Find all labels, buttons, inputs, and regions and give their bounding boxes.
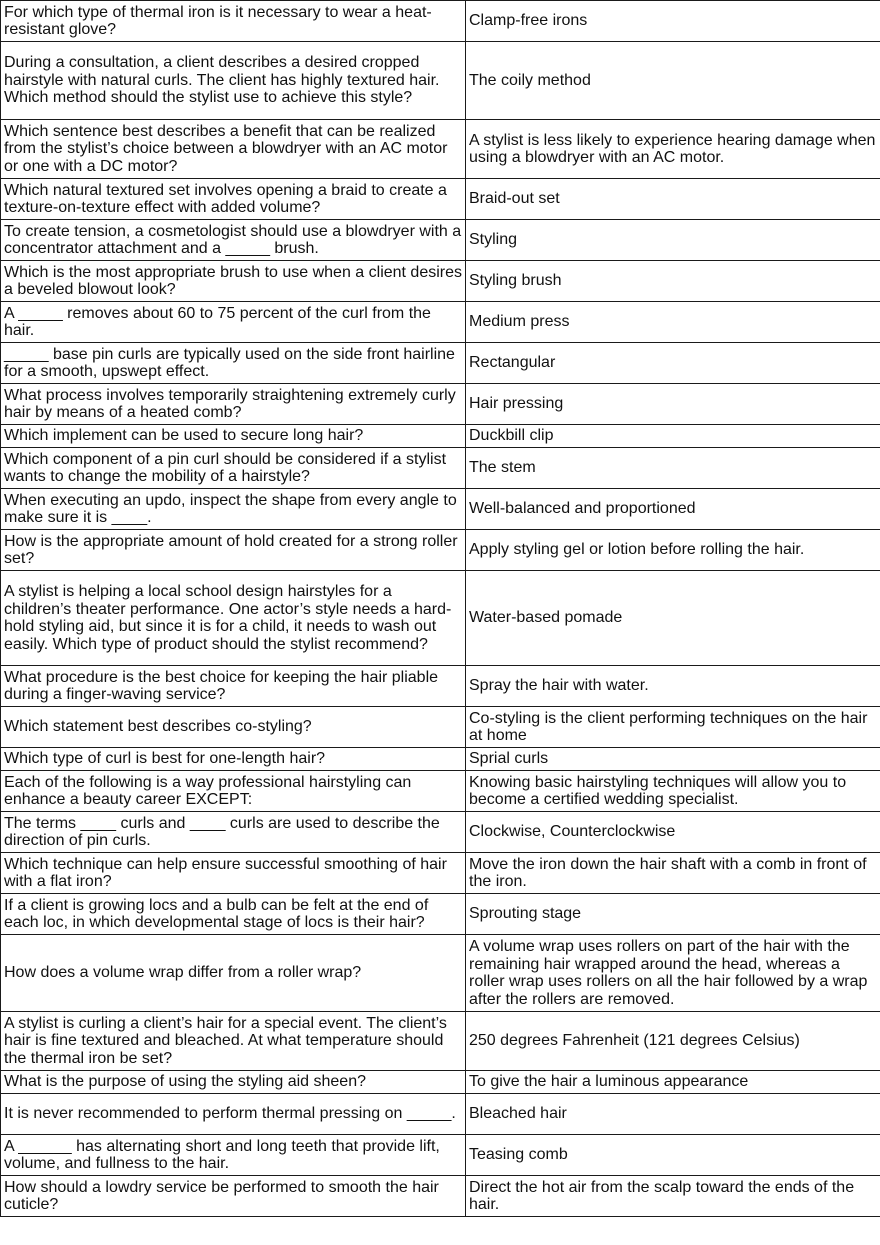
question-cell: If a client is growing locs and a bulb can be felt at the end of each loc, in which developmental stage of locs is their hair?	[1, 894, 466, 935]
question-cell: What is the purpose of using the styling aid sheen?	[1, 1071, 466, 1094]
answer-cell: Bleached hair	[466, 1094, 880, 1135]
answer-cell: A volume wrap uses rollers on part of the hair with the remaining hair wrapped around the head, whereas a roller wrap uses rollers on all the hair followed by a wrap after the rollers are removed.	[466, 935, 880, 1012]
table-row	[1, 120, 880, 179]
table-row	[1, 1, 880, 42]
question-cell: Which is the most appropriate brush to use when a client desires a beveled blowout look?	[1, 261, 466, 302]
table-row	[1, 220, 880, 261]
question-cell: How is the appropriate amount of hold created for a strong roller set?	[1, 530, 466, 571]
table-row	[1, 1094, 880, 1135]
table-row	[1, 1135, 880, 1176]
question-cell: During a consultation, a client describes a desired cropped hairstyle with natural curls. The client has highly textured hair. Which method should the stylist use to achieve this style?	[1, 42, 466, 120]
question-cell: To create tension, a cosmetologist should use a blowdryer with a concentrator attachment and a _____ brush.	[1, 220, 466, 261]
table-row	[1, 489, 880, 530]
answer-cell: Direct the hot air from the scalp toward the ends of the hair.	[466, 1176, 880, 1217]
question-cell: A _____ removes about 60 to 75 percent of the curl from the hair.	[1, 302, 466, 343]
question-cell: Which technique can help ensure successful smoothing of hair with a flat iron?	[1, 853, 466, 894]
question-cell: Which statement best describes co-styling?	[1, 707, 466, 748]
table-row	[1, 853, 880, 894]
answer-cell: The coily method	[466, 42, 880, 120]
question-cell: A ______ has alternating short and long teeth that provide lift, volume, and fullness to the hair.	[1, 1135, 466, 1176]
question-cell: It is never recommended to perform thermal pressing on _____.	[1, 1094, 466, 1135]
answer-cell: Knowing basic hairstyling techniques will allow you to become a certified wedding specialist.	[466, 771, 880, 812]
question-cell: A stylist is helping a local school design hairstyles for a children’s theater performance. One actor’s style needs a hard-hold styling aid, but since it is for a child, it needs to wash out easily. Which type of product should the stylist recommend?	[1, 571, 466, 666]
answer-cell: Move the iron down the hair shaft with a comb in front of the iron.	[466, 853, 880, 894]
question-cell: What process involves temporarily straightening extremely curly hair by means of a heated comb?	[1, 384, 466, 425]
question-cell: The terms ____ curls and ____ curls are used to describe the direction of pin curls.	[1, 812, 466, 853]
answer-cell: To give the hair a luminous appearance	[466, 1071, 880, 1094]
answer-cell: Clamp-free irons	[466, 1, 880, 42]
table-row	[1, 343, 880, 384]
question-cell: _____ base pin curls are typically used on the side front hairline for a smooth, upswept effect.	[1, 343, 466, 384]
answer-cell: Water-based pomade	[466, 571, 880, 666]
table-row	[1, 425, 880, 448]
answer-cell: Styling	[466, 220, 880, 261]
table-row	[1, 384, 880, 425]
answer-cell: Styling brush	[466, 261, 880, 302]
answer-cell: Duckbill clip	[466, 425, 880, 448]
answer-cell: Spray the hair with water.	[466, 666, 880, 707]
answer-cell: Medium press	[466, 302, 880, 343]
qa-table-body	[1, 1, 880, 1217]
table-row	[1, 1012, 880, 1071]
answer-cell: Braid-out set	[466, 179, 880, 220]
table-row	[1, 179, 880, 220]
table-row	[1, 666, 880, 707]
answer-cell: Sprial curls	[466, 748, 880, 771]
question-cell: When executing an updo, inspect the shape from every angle to make sure it is ____.	[1, 489, 466, 530]
answer-cell: Apply styling gel or lotion before rolling the hair.	[466, 530, 880, 571]
question-cell: A stylist is curling a client’s hair for a special event. The client’s hair is fine textured and bleached. At what temperature should the thermal iron be set?	[1, 1012, 466, 1071]
table-row	[1, 894, 880, 935]
question-cell: Which implement can be used to secure long hair?	[1, 425, 466, 448]
table-row	[1, 707, 880, 748]
answer-cell: 250 degrees Fahrenheit (121 degrees Celsius)	[466, 1012, 880, 1071]
table-row	[1, 748, 880, 771]
question-cell: For which type of thermal iron is it necessary to wear a heat-resistant glove?	[1, 1, 466, 42]
answer-cell: A stylist is less likely to experience hearing damage when using a blowdryer with an AC motor.	[466, 120, 880, 179]
table-row	[1, 530, 880, 571]
table-row	[1, 42, 880, 120]
answer-cell: Teasing comb	[466, 1135, 880, 1176]
answer-cell: Hair pressing	[466, 384, 880, 425]
table-row	[1, 261, 880, 302]
answer-cell: The stem	[466, 448, 880, 489]
table-row	[1, 1071, 880, 1094]
answer-cell: Rectangular	[466, 343, 880, 384]
table-row	[1, 935, 880, 1012]
question-cell: Which natural textured set involves opening a braid to create a texture-on-texture effect with added volume?	[1, 179, 466, 220]
table-row	[1, 1176, 880, 1217]
question-cell: How should a lowdry service be performed to smooth the hair cuticle?	[1, 1176, 466, 1217]
answer-cell: Co-styling is the client performing techniques on the hair at home	[466, 707, 880, 748]
table-row	[1, 571, 880, 666]
question-cell: What procedure is the best choice for keeping the hair pliable during a finger-waving service?	[1, 666, 466, 707]
answer-cell: Well-balanced and proportioned	[466, 489, 880, 530]
answer-cell: Clockwise, Counterclockwise	[466, 812, 880, 853]
table-row	[1, 771, 880, 812]
question-cell: Which type of curl is best for one-length hair?	[1, 748, 466, 771]
table-row	[1, 812, 880, 853]
answer-cell: Sprouting stage	[466, 894, 880, 935]
question-cell: Each of the following is a way professional hairstyling can enhance a beauty career EXCEPT:	[1, 771, 466, 812]
question-cell: Which sentence best describes a benefit that can be realized from the stylist’s choice between a blowdryer with an AC motor or one with a DC motor?	[1, 120, 466, 179]
question-cell: How does a volume wrap differ from a roller wrap?	[1, 935, 466, 1012]
question-cell: Which component of a pin curl should be considered if a stylist wants to change the mobility of a hairstyle?	[1, 448, 466, 489]
table-row	[1, 302, 880, 343]
table-row	[1, 448, 880, 489]
